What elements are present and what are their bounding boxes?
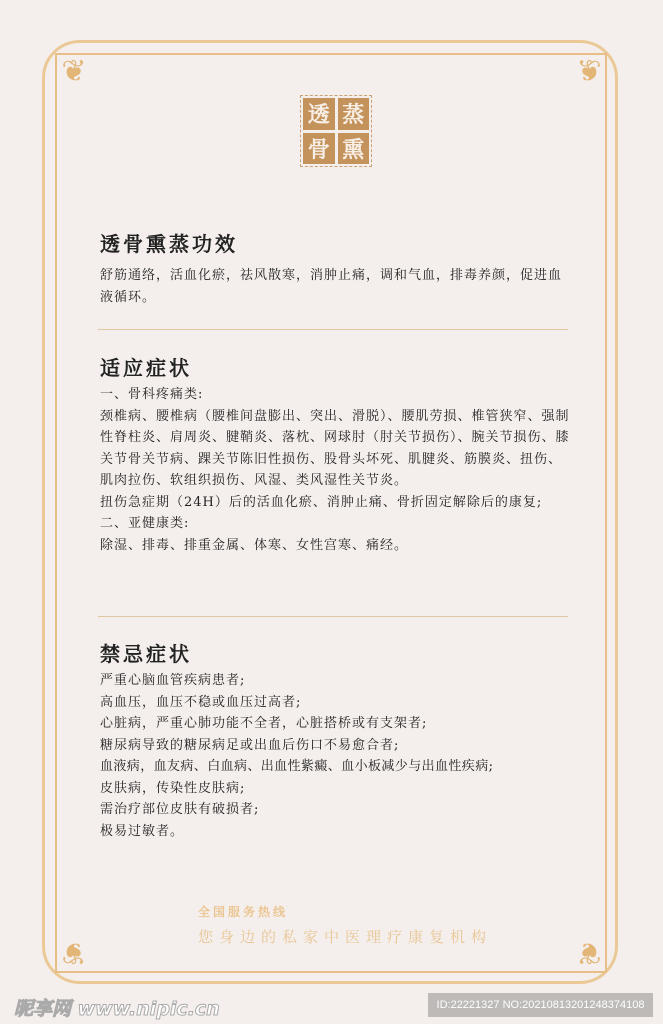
- text-line: 需治疗部位皮肤有破损者;: [100, 802, 260, 817]
- section-body-contraindications: [100, 670, 572, 842]
- section-title-contraindications: 禁忌症状: [100, 642, 192, 666]
- slogan: 您身边的私家中医理疗康复机构: [198, 928, 493, 946]
- text-line: 严重心脑血管疾病患者;: [100, 673, 246, 688]
- corner-ornament-icon: ❦: [61, 54, 87, 89]
- text-line: 糖尿病导致的糖尿病足或出血后伤口不易愈合者;: [100, 737, 400, 753]
- seal-char: 熏: [338, 133, 370, 165]
- text-line: 一、骨科疼痛类:: [100, 387, 204, 402]
- seal-char: 骨: [303, 133, 335, 165]
- text-line: 心脏病，严重心肺功能不全者，心脏搭桥或有支架者;: [100, 716, 428, 731]
- seal-char: 透: [303, 98, 335, 130]
- corner-ornament-icon: ❦: [576, 54, 602, 89]
- text-line: 血液病，血友病、白血病、出血性紫癜、血小板减少与出血性疾病;: [100, 759, 494, 774]
- section-title-effects: 透骨熏蒸功效: [100, 232, 238, 256]
- hotline-label: 全国服务热线: [198, 905, 289, 919]
- corner-ornament-icon: ❦: [576, 935, 602, 970]
- watermark-logo: 昵享网 www.nipic.cn: [14, 998, 220, 1020]
- seal-char: 蒸: [338, 98, 370, 130]
- text-line: 二、亚健康类:: [100, 516, 190, 531]
- text-line: 高血压，血压不稳或血压过高者;: [100, 694, 302, 710]
- text-line: 极易过敏者。: [100, 823, 185, 839]
- seal-logo: [300, 95, 372, 167]
- section-title-indications: 适应症状: [100, 356, 192, 380]
- section-body-indications: [100, 384, 572, 556]
- text-line: 除湿、排毒、排重金属、体寒、女性宫寒、痛经。: [100, 537, 409, 553]
- watermark-id: ID:22221327 NO:20210813201248374108: [428, 993, 653, 1017]
- section-body-effects: 舒筋通络，活血化瘀，祛风散寒，消肿止痛，调和气血，排毒养颜，促进血液循环。: [100, 268, 563, 305]
- divider: [98, 616, 568, 617]
- divider: [98, 329, 568, 330]
- text-line: 颈椎病、腰椎病（腰椎间盘膨出、突出、滑脱）、腰肌劳损、椎管狭窄、强制性脊柱炎、肩周炎、腱鞘炎、落枕、网球肘（肘关节损伤）、腕关节损伤、膝关节骨关节病、踝关节陈旧性损伤、股骨头坏死、肌腱炎、筋膜炎、扭伤、肌肉拉伤、软组织损伤、风湿、类风湿性关节炎。: [100, 408, 570, 488]
- corner-ornament-icon: ❦: [61, 935, 87, 970]
- text-line: 皮肤病，传染性皮肤病;: [100, 780, 246, 796]
- text-line: 扭伤急症期（24H）后的活血化瘀、消肿止痛、骨折固定解除后的康复;: [100, 494, 543, 510]
